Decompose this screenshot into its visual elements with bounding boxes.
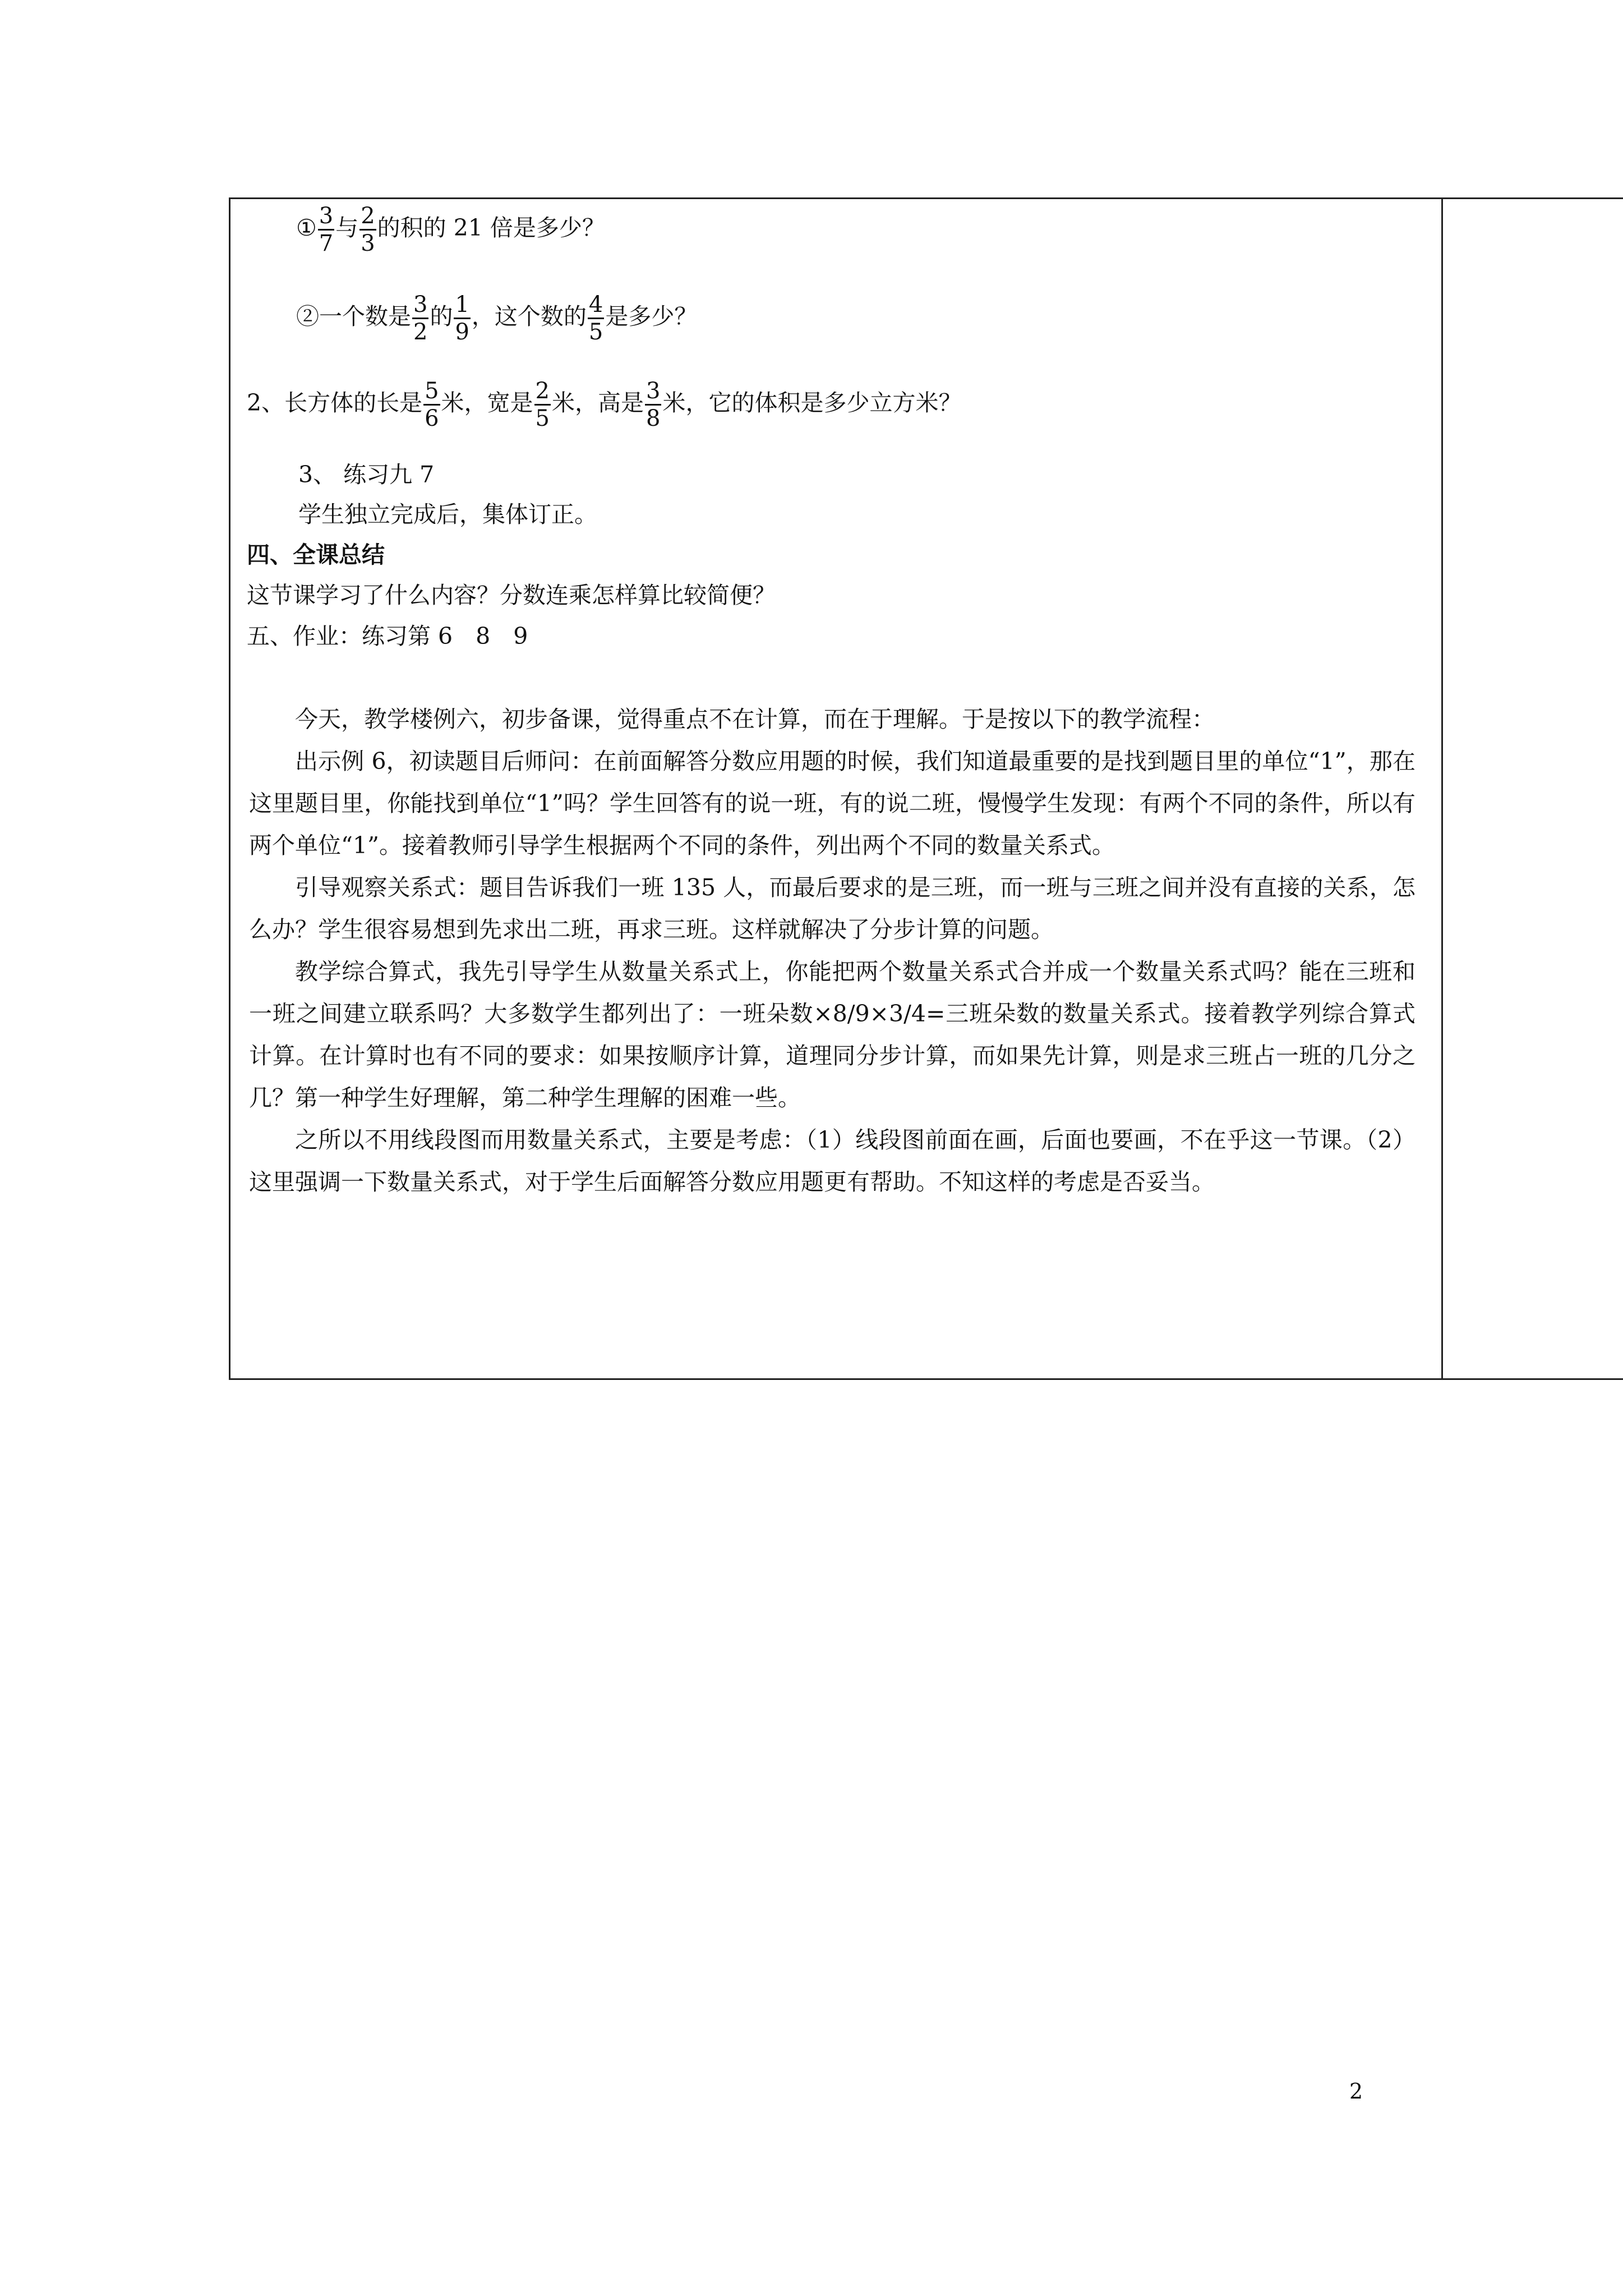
fraction-3-8: $\frac{3}{8}$	[646, 378, 661, 431]
item1-prefix: ①	[296, 214, 317, 241]
reflection-paragraph: 出示例 6，初读题目后师问：在前面解答分数应用题的时候，我们知道最重要的是找到题目里的单位“1”，那在这里题目里，你能找到单位“1”吗？学生回答有的说一班，有的说二班，慢慢学生发现：有两个不同的条件，所以有两个单位“1”。接着教师引导学生根据两个不同的条件，列出两个不同的数量关系式。	[249, 748, 1415, 859]
fraction-4-5: $\frac{4}{5}$	[588, 292, 603, 345]
reflection-paragraph: 之所以不用线段图而用数量关系式，主要是考虑：（1）线段图前面在画，后面也要画，不在乎这一节课。（2）这里强调一下数量关系式，对于学生后面解答分数应用题更有帮助。不知这样的考虑是否妥当。	[249, 1126, 1415, 1195]
fraction-2-3: $\frac{2}{3}$	[361, 203, 375, 256]
fraction-3-7: $\frac{3}{7}$	[319, 203, 334, 256]
reflection-paragraph: 教学综合算式，我先引导学生从数量关系式上，你能把两个数量关系式合并成一个数量关系式吗？能在三班和一班之间建立联系吗？大多数学生都列出了：一班朵数×8/9×3/4=三班朵数的数量关系式。接着教学列综合算式计算。在计算时也有不同的要求：如果按顺序计算，道理同分步计算，而如果先计算，则是求三班占一班的几分之几？第一种学生好理解，第二种学生理解的困难一些。	[249, 958, 1415, 1111]
homework-line: 五、作业：练习第 6 8 9	[247, 623, 528, 650]
summary-heading: 四、全课总结	[247, 541, 385, 568]
question-2: 2、长方体的长是 $\frac{5}{6}$ 米，宽是 $\frac{2}{5}$ 米，高是 $\frac{3}{8}$ 米，它的体积是多少立方米？	[247, 378, 962, 431]
fraction-1-9: $\frac{1}{9}$	[455, 292, 469, 345]
teaching-reflection	[249, 698, 1415, 1203]
reflection-paragraph: 今天，教学楼例六，初步备课，觉得重点不在计算，而在于理解。于是按以下的教学流程：	[295, 706, 1215, 733]
summary-text: 这节课学习了什么内容？分数连乘怎样算比较简便？	[247, 582, 776, 609]
fraction-5-6: $\frac{5}{6}$	[425, 378, 439, 431]
question-3-note: 学生独立完成后，集体订正。	[298, 501, 597, 528]
question-3: 3、 练习九 7	[298, 461, 435, 488]
table-column-divider	[1441, 197, 1443, 1380]
fraction-2-5: $\frac{2}{5}$	[535, 378, 550, 431]
reflection-paragraph: 引导观察关系式：题目告诉我们一班 135 人，而最后要求的是三班，而一班与三班之间并没有直接的关系，怎么办？学生很容易想到先求出二班，再求三班。这样就解决了分步计算的问题。	[249, 874, 1415, 943]
exercise-item-1: ① $\frac{3}{7}$ 与 $\frac{2}{3}$ 的积的 21 倍是多少？	[296, 203, 605, 256]
exercise-item-2: ②一个数是 $\frac{3}{2}$ 的 $\frac{1}{9}$ ，这个数的 $\frac{4}{5}$ 是多少？	[296, 292, 698, 345]
fraction-3-2: $\frac{3}{2}$	[413, 292, 428, 345]
page-number: 2	[1349, 2079, 1363, 2104]
